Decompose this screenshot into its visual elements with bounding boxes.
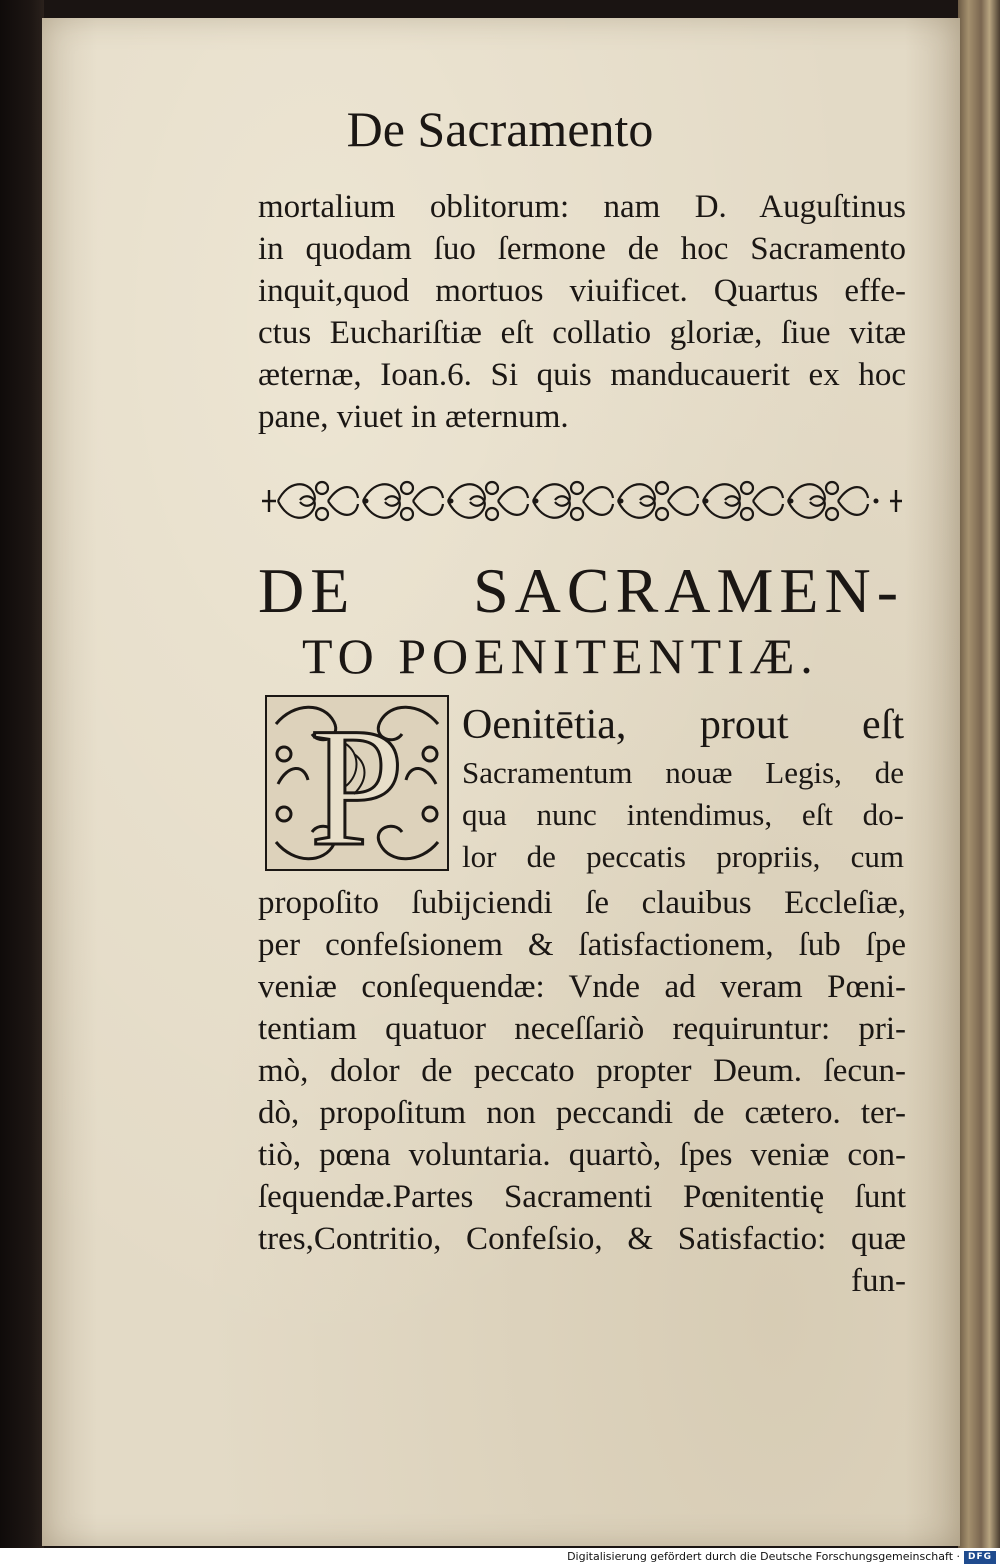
text-line: veniæ conſequendæ: Vnde ad veram Pœni- [258,969,906,1005]
heading-line-2: TO POENITENTIÆ. [302,628,819,684]
text-line: lor de peccatis propriis, cum [462,839,904,874]
paragraph-first-line: Oenitētia, prout eſt [462,702,904,748]
text-line: pane, viuet in æternum. [258,399,569,435]
heading-line-1: DE SACRAMEN- [258,555,904,626]
text-line: propoſito ſubijciendi ſe clauibus Eccleſiæ, [258,885,906,921]
text-line: qua nunc intendimus, eſt do- [462,797,904,832]
text-line: inquit,quod mortuos viuificet. Quartus effe- [258,273,906,309]
main-paragraph [258,882,906,1302]
text-line: mò, dolor de peccato propter Deum. ſecun- [258,1053,906,1089]
text-line: ſequendæ.Partes Sacramenti Pœnitentię ſunt [258,1179,906,1215]
top-text-block [258,186,906,438]
page-edges [958,0,1000,1548]
running-head: De Sacramento [346,101,654,157]
section-heading [258,556,904,686]
text-line: Sacramentum nouæ Legis, de [462,755,904,790]
dfg-logo[interactable]: DFG [964,1551,996,1564]
text-line: æternæ, Ioan.6. Si quis manducauerit ex hoc [258,357,906,393]
text-line: per confeſsionem & ſatisfactionem, ſub ſpe [258,927,906,963]
ornamental-band [258,470,904,532]
text-line: tres,Contritio, Confeſsio, & Satisfactio: quæ [258,1221,906,1257]
text-line: dò, propoſitum non peccandi de cætero. ter- [258,1095,906,1131]
text-line: tiò, pœna voluntaria. quartò, ſpes veniæ con- [258,1137,906,1173]
digitization-footer [0,1548,1000,1565]
initial-letter: P [309,694,405,872]
paragraph-opening [462,698,904,878]
decorated-initial [264,694,450,872]
text-line: ctus Euchariſtiæ eſt collatio gloriæ, ſiue vitæ [258,315,906,351]
book-binding-shadow [0,0,44,1548]
text-line: mortalium oblitorum: nam D. Auguſtinus [258,189,906,225]
text-line: tentiam quatuor neceſſariò requiruntur: pri- [258,1011,906,1047]
catchword: fun- [851,1263,906,1299]
funding-note: Digitalisierung gefördert durch die Deutsche Forschungsgemeinschaft · [567,1550,960,1563]
text-line: in quodam ſuo ſermone de hoc Sacramento [258,231,906,267]
